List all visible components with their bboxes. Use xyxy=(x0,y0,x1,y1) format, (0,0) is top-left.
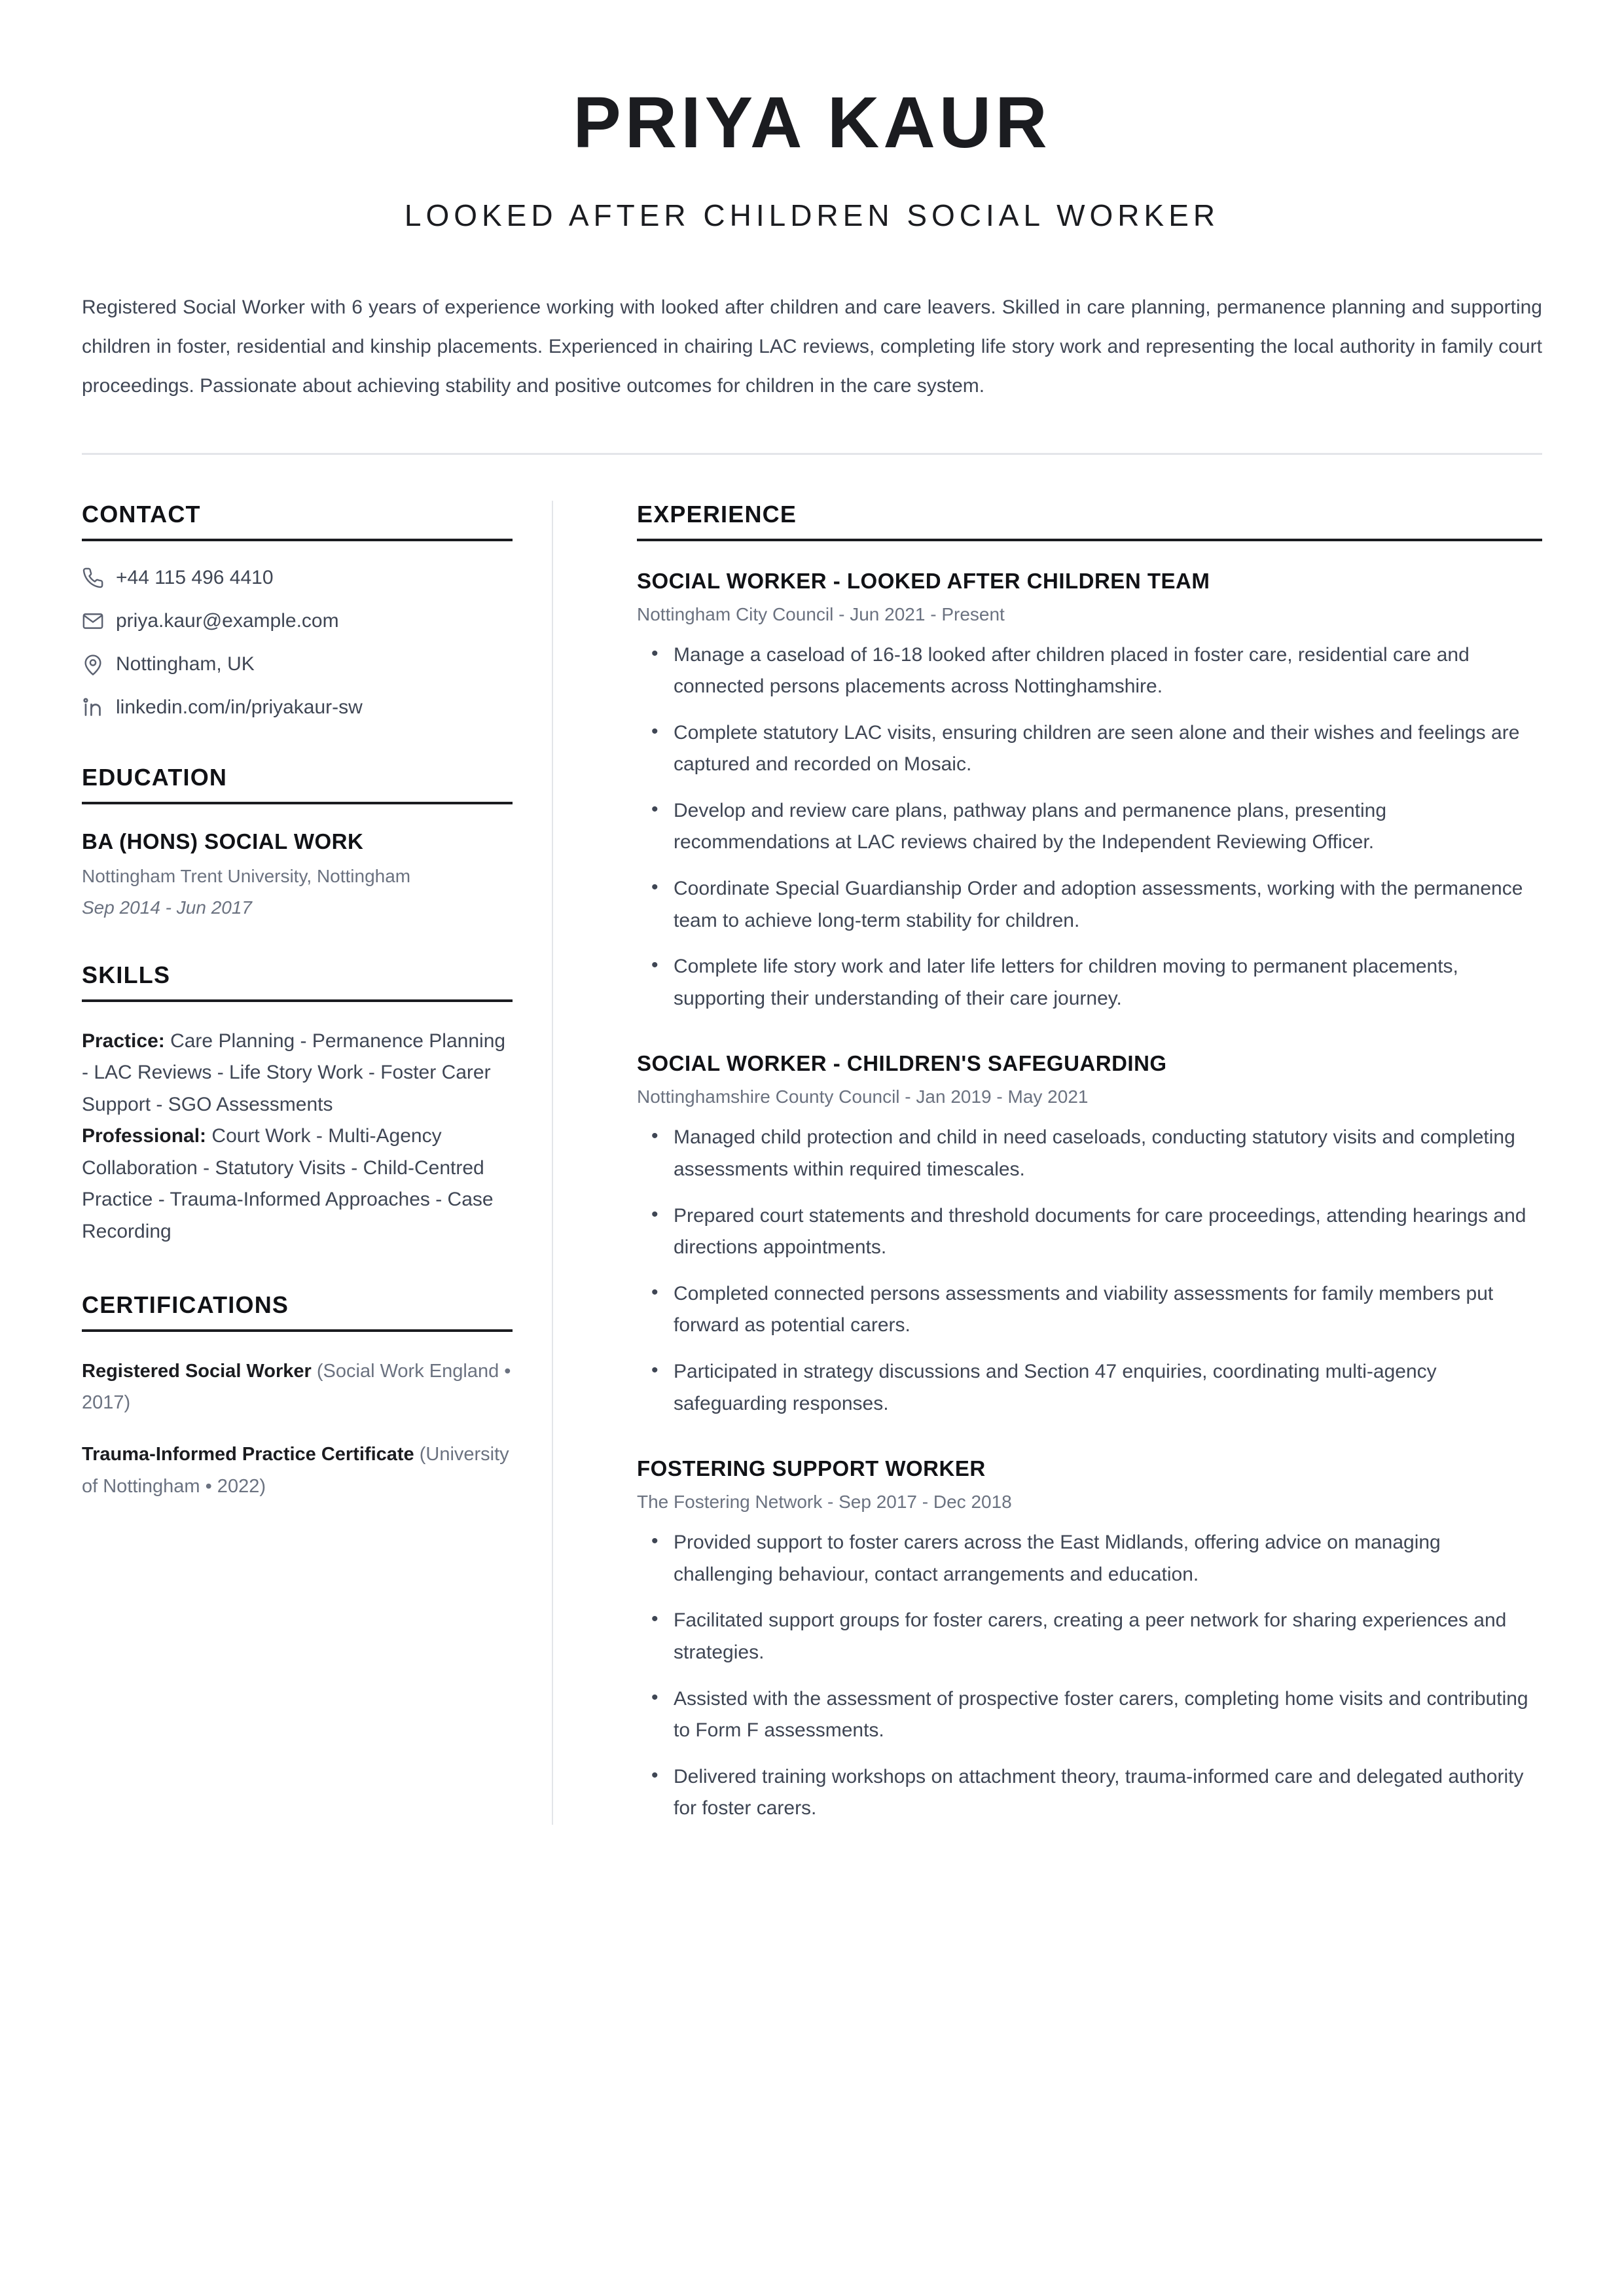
skills-section xyxy=(82,961,513,1248)
education-entry xyxy=(82,829,513,918)
contact-value-email: priya.kaur@example.com xyxy=(116,609,339,632)
resume-header xyxy=(82,0,1542,455)
experience-bullet: • Delivered training workshops on attachment theory, trauma-informed care and delegated authority for foster carers. xyxy=(637,1761,1542,1825)
skills-group-practice xyxy=(82,1026,513,1121)
contact-item-phone[interactable] xyxy=(82,565,513,591)
contact-item-linkedin[interactable] xyxy=(82,694,513,721)
experience-role: SOCIAL WORKER - LOOKED AFTER CHILDREN TEAM xyxy=(637,568,1210,593)
experience-bullet: • Complete life story work and later life letters for children moving to permanent placements, supporting their understanding of their care journey. xyxy=(637,951,1542,1014)
experience-heading: EXPERIENCE xyxy=(637,500,797,528)
linkedin-icon xyxy=(82,694,112,721)
certification-detail: (Social Work England • 2017) xyxy=(82,1360,511,1414)
experience-bullet: • Manage a caseload of 16-18 looked after children placed in foster care, residential care and connected persons placements across Nottinghamshire. xyxy=(637,639,1542,703)
contact-value-location: Nottingham, UK xyxy=(116,653,255,675)
certification-item xyxy=(82,1439,513,1502)
experience-bullet-list xyxy=(637,1527,1542,1825)
experience-role: FOSTERING SUPPORT WORKER xyxy=(637,1456,986,1481)
experience-bullet-list xyxy=(637,1122,1542,1420)
candidate-job-title: LOOKED AFTER CHILDREN SOCIAL WORKER xyxy=(404,198,1220,232)
experience-bullet-list xyxy=(637,639,1542,1015)
skills-group-value: Care Planning - Permanence Planning - LAC Reviews - Life Story Work - Foster Carer Support - SGO Assessments xyxy=(82,1030,506,1115)
experience-entry xyxy=(637,1456,1542,1825)
contact-section xyxy=(82,501,513,721)
experience-bullet: • Managed child protection and child in need caseloads, conducting statutory visits and completing assessments within required timescales. xyxy=(637,1122,1542,1185)
header-divider xyxy=(82,453,1542,455)
contact-value-linkedin: linkedin.com/in/priyakaur-sw xyxy=(116,696,363,718)
professional-summary: Registered Social Worker with 6 years of experience working with looked after children and care leavers. Skilled in care planning, permanence planning and supporting children in foster, residential and kinship placements. Experienced in chairing LAC reviews, completing life story work and representing the local authority in family court proceedings. Passionate about achieving stability and positive outcomes for children in the care system. xyxy=(82,296,1542,397)
certification-item xyxy=(82,1355,513,1419)
skills-group-label: Professional: xyxy=(82,1125,207,1147)
experience-bullet: • Completed connected persons assessments and viability assessments for family members put forward as potential carers. xyxy=(637,1278,1542,1342)
certifications-section xyxy=(82,1291,513,1503)
resume-body xyxy=(82,501,1542,1825)
experience-entry xyxy=(637,1051,1542,1420)
location-pin-icon xyxy=(82,651,112,677)
contact-heading: CONTACT xyxy=(82,500,201,528)
education-dates: Sep 2014 - Jun 2017 xyxy=(82,897,252,918)
contact-value-phone: +44 115 496 4410 xyxy=(116,566,274,588)
experience-bullet: • Prepared court statements and threshold documents for care proceedings, attending hearings and directions appointments. xyxy=(637,1200,1542,1264)
contact-item-email[interactable] xyxy=(82,608,513,634)
experience-bullet: • Assisted with the assessment of prospective foster carers, completing home visits and contributing to Form F assessments. xyxy=(637,1683,1542,1747)
experience-entry xyxy=(637,569,1542,1015)
envelope-icon xyxy=(82,608,112,634)
certifications-list xyxy=(82,1355,513,1503)
skills-group-label: Practice: xyxy=(82,1030,165,1052)
experience-meta: Nottinghamshire County Council - Jan 2019 - May 2021 xyxy=(637,1086,1089,1107)
experience-bullet: • Provided support to foster carers across the East Midlands, offering advice on managing challenging behaviour, contact arrangements and education. xyxy=(637,1527,1542,1590)
certification-detail: (University of Nottingham • 2022) xyxy=(82,1444,509,1497)
experience-heading-rule xyxy=(637,539,1542,541)
certification-name: Trauma-Informed Practice Certificate xyxy=(82,1444,414,1465)
certifications-heading: CERTIFICATIONS xyxy=(82,1291,289,1318)
experience-role: SOCIAL WORKER - CHILDREN'S SAFEGUARDING xyxy=(637,1051,1167,1076)
education-section xyxy=(82,764,513,918)
education-heading-rule xyxy=(82,802,513,804)
skills-heading-rule xyxy=(82,999,513,1002)
experience-column xyxy=(553,501,1542,1825)
experience-bullet: • Facilitated support groups for foster carers, creating a peer network for sharing experiences and strategies. xyxy=(637,1605,1542,1668)
experience-section xyxy=(637,501,1542,1825)
contact-list xyxy=(82,565,513,721)
skills-group-value: Court Work - Multi-Agency Collaboration - Statutory Visits - Child-Centred Practice - Trauma-Informed Approaches - Case Recording xyxy=(82,1125,494,1243)
education-school: Nottingham Trent University, Nottingham xyxy=(82,865,411,886)
experience-bullet: • Complete statutory LAC visits, ensuring children are seen alone and their wishes and feelings are captured and recorded on Mosaic. xyxy=(637,717,1542,781)
candidate-name: PRIYA KAUR xyxy=(573,82,1051,163)
education-degree: BA (HONS) SOCIAL WORK xyxy=(82,829,364,853)
certification-name: Registered Social Worker xyxy=(82,1360,312,1382)
skills-list xyxy=(82,1026,513,1248)
certifications-heading-rule xyxy=(82,1329,513,1332)
experience-meta: The Fostering Network - Sep 2017 - Dec 2018 xyxy=(637,1492,1012,1513)
experience-bullet: • Coordinate Special Guardianship Order and adoption assessments, working with the permanence team to achieve long-term stability for children. xyxy=(637,873,1542,937)
skills-group-professional xyxy=(82,1121,513,1247)
phone-icon xyxy=(82,565,112,591)
experience-meta: Nottingham City Council - Jun 2021 - Present xyxy=(637,603,1005,624)
contact-item-location[interactable] xyxy=(82,651,513,677)
contact-heading-rule xyxy=(82,539,513,541)
experience-bullet: • Develop and review care plans, pathway plans and permanence plans, presenting recommendations at LAC reviews chaired by the Independent Reviewing Officer. xyxy=(637,795,1542,859)
skills-heading: SKILLS xyxy=(82,961,171,988)
experience-bullet: • Participated in strategy discussions and Section 47 enquiries, coordinating multi-agency safeguarding responses. xyxy=(637,1356,1542,1420)
education-heading: EDUCATION xyxy=(82,763,228,791)
sidebar-column xyxy=(82,501,552,1825)
